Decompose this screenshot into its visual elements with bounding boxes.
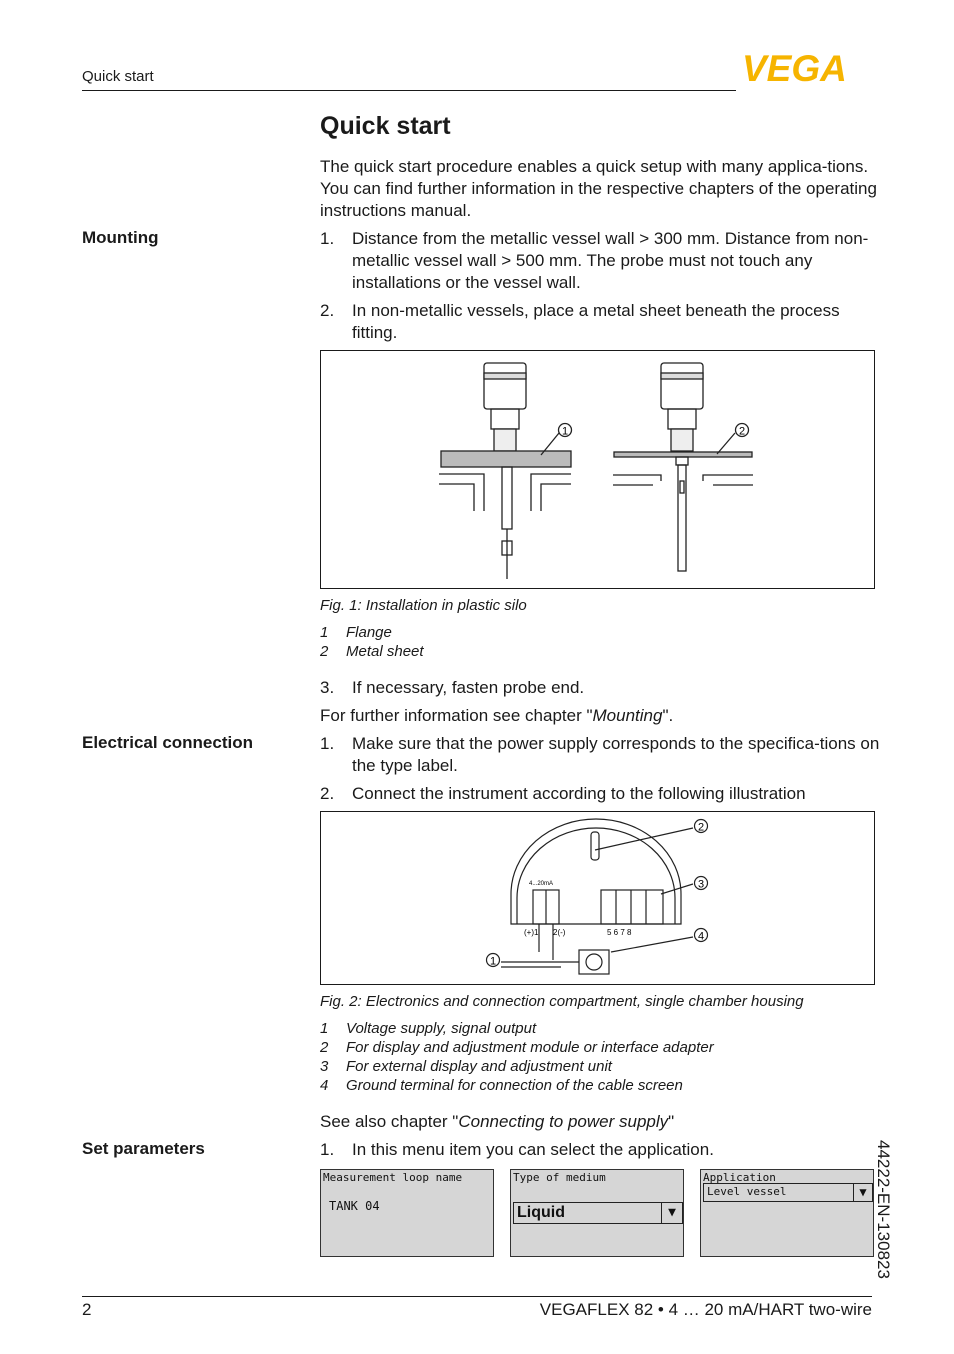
power-supply-chapter-link[interactable]: Connecting to power supply — [458, 1112, 669, 1131]
header-rule — [82, 90, 736, 91]
elec-marker-2: 2 — [697, 821, 705, 834]
screen-application-title: Application — [703, 1171, 776, 1184]
installation-figure — [320, 350, 875, 589]
elec-legend-1-text: Voltage supply, signal output — [346, 1020, 537, 1037]
elec-legend-3-num: 3 — [320, 1058, 329, 1075]
electronics-figure — [320, 811, 875, 985]
elec-legend-2-num: 2 — [320, 1039, 329, 1056]
elec-legend-3-text: For external display and adjustment unit — [346, 1058, 612, 1075]
screen-application — [700, 1169, 874, 1257]
minus-terminal-label: 2(-) — [553, 928, 566, 937]
mounting-chapter-link[interactable]: Mounting — [592, 706, 663, 725]
mounting-step-3-text: If necessary, fasten probe end. — [352, 678, 585, 697]
medium-select-value: Liquid — [517, 1204, 565, 1221]
parameters-step-1-num: 1. — [320, 1140, 335, 1159]
mounting-reference: For further information see chapter "Mounting". — [320, 706, 674, 725]
intro-paragraph: The quick start procedure enables a quick setup with many applica-tions. You can find further information in the respective chapters of the operating instructions manual. — [320, 157, 877, 220]
mounting-step-1-text: Distance from the metallic vessel wall > 300 mm. Distance from non-metallic vessel wall > 500 mm. The probe must not touch any installations or the vessel wall. — [352, 229, 869, 292]
current-label: 4...20mA — [529, 881, 554, 887]
document-code: 44222-EN-130823 — [874, 1140, 893, 1279]
electrical-step-1-num: 1. — [320, 734, 335, 753]
elec-legend-4-text: Ground terminal for connection of the cable screen — [346, 1077, 683, 1094]
elec-legend-4-num: 4 — [320, 1077, 329, 1094]
mounting-step-3-num: 3. — [320, 678, 335, 697]
legend-1-num: 1 — [320, 624, 329, 641]
product-name: VEGAFLEX 82 • 4 … 20 mA/HART two-wire — [539, 1300, 872, 1319]
electrical-step-1-text: Make sure that the power supply corresponds to the specifica-tions on the type label. — [352, 734, 880, 775]
screen-medium — [510, 1169, 684, 1257]
electronics-drawing — [321, 812, 874, 984]
parameters-heading: Set parameters — [82, 1139, 205, 1158]
mounting-step-2-num: 2. — [320, 301, 335, 320]
screen-medium-title: Type of medium — [513, 1171, 606, 1184]
parameters-step-1-text: In this menu item you can select the application. — [352, 1140, 714, 1159]
logo-text: VEGA — [742, 50, 847, 84]
power-supply-reference: See also chapter "Connecting to power supply" — [320, 1112, 675, 1131]
legend-1-text: Flange — [346, 624, 392, 641]
figure-1-caption: Fig. 1: Installation in plastic silo — [320, 597, 527, 614]
page-number: 2 — [82, 1300, 92, 1319]
chevron-down-icon[interactable]: ▼ — [661, 1203, 682, 1223]
plus-terminal-label: (+)1 — [524, 928, 539, 937]
elec-legend-1-num: 1 — [320, 1020, 329, 1037]
mounting-step-2-text: In non-metallic vessels, place a metal sheet beneath the process fitting. — [352, 301, 840, 342]
elec-legend-2-text: For display and adjustment module or interface adapter — [346, 1039, 714, 1056]
elec-marker-4: 4 — [697, 930, 705, 943]
application-select[interactable] — [703, 1183, 873, 1202]
elec-marker-1: 1 — [489, 955, 497, 968]
screen-loop-name-title: Measurement loop name — [323, 1171, 463, 1184]
legend-2-text: Metal sheet — [346, 643, 424, 660]
application-select-value: Level vessel — [707, 1185, 787, 1198]
electrical-step-2-num: 2. — [320, 784, 335, 803]
vega-logo — [742, 50, 872, 84]
chevron-down-icon[interactable]: ▼ — [853, 1184, 872, 1201]
medium-select[interactable] — [513, 1202, 683, 1224]
elec-marker-3: 3 — [697, 878, 705, 891]
footer-rule — [82, 1296, 872, 1297]
figure-2-caption: Fig. 2: Electronics and connection compartment, single chamber housing — [320, 993, 804, 1010]
installation-drawing — [321, 351, 874, 588]
running-header: Quick start — [82, 68, 154, 85]
page-title: Quick start — [320, 112, 451, 140]
electrical-step-2-text: Connect the instrument according to the following illustration — [352, 784, 806, 803]
screen-loop-name-value: TANK 04 — [329, 1199, 380, 1213]
marker-2: 2 — [738, 425, 746, 438]
marker-1: 1 — [561, 425, 569, 438]
mounting-step-1-num: 1. — [320, 229, 335, 248]
screen-loop-name — [320, 1169, 494, 1257]
legend-2-num: 2 — [320, 643, 329, 660]
electrical-heading: Electrical connection — [82, 733, 253, 752]
mounting-heading: Mounting — [82, 228, 159, 247]
terminal-numbers: 5 6 7 8 — [607, 928, 632, 937]
